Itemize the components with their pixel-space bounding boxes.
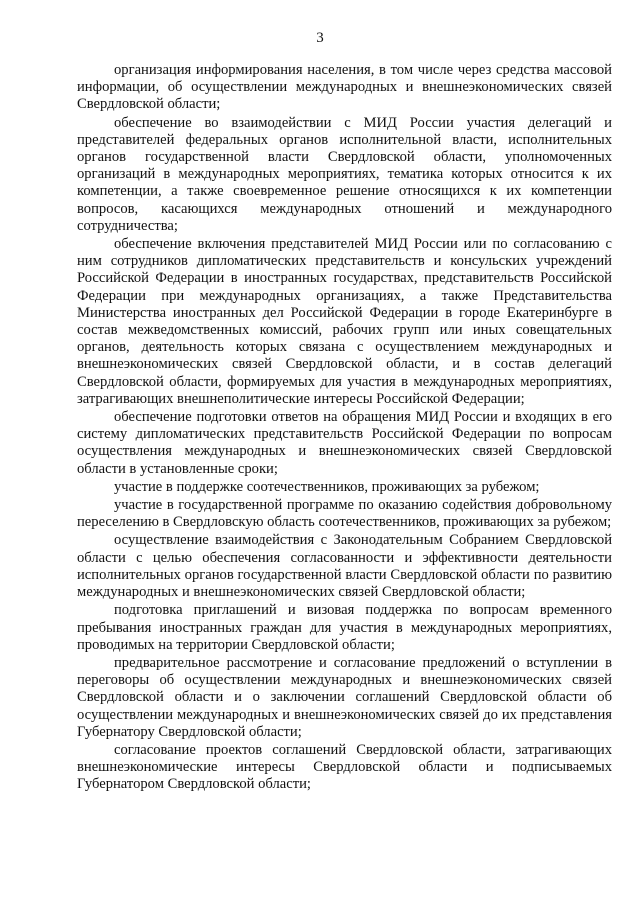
- paragraph: участие в государственной программе по оказанию содействия добровольному переселению в Свердловскую область соотечественников, проживающих за рубежом;: [77, 497, 612, 531]
- paragraph: обеспечение включения представителей МИД России или по согласованию с ним сотрудников дипломатических представительств и консульских учреждений Российской Федерации в иностранных государствах, представительств Российской Федерации при международных организациях, а также Представительства Министерства иностранных дел Российской Федерации в городе Екатеринбурге в состав межведомственных комиссий, рабочих групп или иных совещательных органов, деятельность которых связана с осуществлением международных и внешнеэкономических связей Свердловской области, и в состав делегаций Свердловской области, формируемых для участия в международных мероприятиях, затрагивающих внешнеполитические интересы Российской Федерации;: [77, 236, 612, 407]
- paragraph: подготовка приглашений и визовая поддержка по вопросам временного пребывания иностранных граждан для участия в международных мероприятиях, проводимых на территории Свердловской области;: [77, 602, 612, 653]
- paragraph: осуществление взаимодействия с Законодательным Собранием Свердловской области с целью обеспечения согласованности и эффективности деятельности исполнительных органов государственной власти Свердловской области по развитию международных и внешнеэкономических связей Свердловской области;: [77, 532, 612, 601]
- document-body: [77, 62, 612, 795]
- paragraph: организация информирования населения, в том числе через средства массовой информации, об осуществлении международных и внешнеэкономических связей Свердловской области;: [77, 62, 612, 113]
- paragraph: согласование проектов соглашений Свердловской области, затрагивающих внешнеэкономические интересы Свердловской области и подписываемых Губернатором Свердловской области;: [77, 741, 612, 793]
- page-number: 3: [316, 30, 324, 46]
- paragraph: предварительное рассмотрение и согласование предложений о вступлении в переговоры об осуществлении международных и внешнеэкономических связей Свердловской области и о заключении соглашений Свердловской области об осуществлении международных и внешнеэкономических связей до их представления Губернатору Свердловской области;: [77, 654, 612, 740]
- paragraph: обеспечение во взаимодействии с МИД России участия делегаций и представителей федеральных органов исполнительной власти, исполнительных органов государственной власти Свердловской области, уполномоченных организаций в международных мероприятиях, тематика которых относится к их компетенции, а также своевременное решение относящихся к их компетенции вопросов, касающихся международных отношений и международного сотрудничества;: [77, 114, 612, 234]
- paragraph: обеспечение подготовки ответов на обращения МИД России и входящих в его систему дипломатических представительств Российской Федерации по вопросам осуществления международных и внешнеэкономических связей Свердловской области в установленные сроки;: [77, 409, 612, 477]
- paragraph: участие в поддержке соотечественников, проживающих за рубежом;: [114, 478, 540, 495]
